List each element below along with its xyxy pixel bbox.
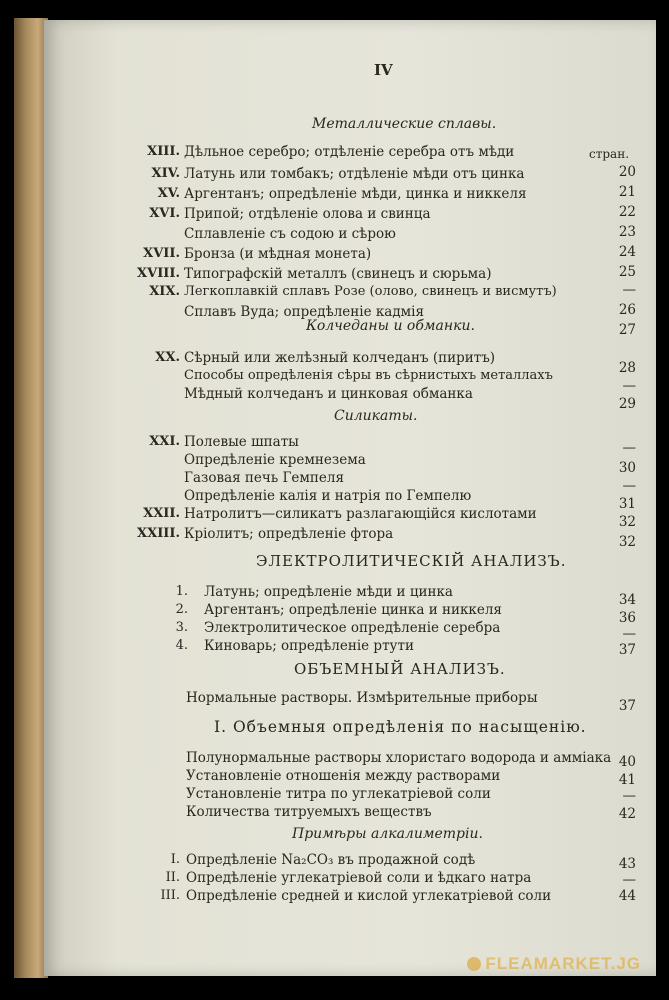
section-title: Металлические сплавы. [312,116,497,132]
book-page: IV стран. Металлические сплавы. Колчеданы и обманки. Силикаты. ЭЛЕКТРОЛИТИЧЕСКІЙ АНАЛИЗЪ. ОБЪЕМНЫЙ АНАЛИЗЪ. I. Объемныя опредѣленія по насыщенію. Примѣры алкалиметріи. XIII. Дѣльное серебро; отдѣленіе серебра отъ мѣди 20 XIV. Латунь или томбакъ; отдѣленіе мѣди отъ цинка 21 XV. Аргентанъ; опредѣленіе мѣди, цинка и никкеля 22 XVI. Припой; отдѣленіе олова и свинца 23 Сплавленіе съ содою и сѣрою 24 XVII. Бронза (и мѣдная монета) 25 XVIII. Типографскій металлъ (свинецъ и сюрьма) — XIX. Легкоплавкій сплавъ Розе (олово, свинецъ и висмутъ) 26 Сплавъ Вуда; опредѣленіе кадмія 27 XX. Сѣрный или желѣзный колчеданъ (пиритъ) Способы опредѣленія сѣры въ сѣрнистыхъ металлахъ 28 Мѣдный колчеданъ и цинковая обманка — 29 XXI. Полевые шпаты — Опредѣленіе кремнезема 30 Газовая печь Гемпеля — Опредѣленіе калія и натрія по Гемпелю 31 XXII. Натролитъ—силикатъ разлагающійся кислотами 32 XXIII. Кріолитъ; опредѣленіе фтора 32 1. Латунь; опредѣленіе мѣди и цинка 34 2. Аргентанъ; опредѣленіе цинка и никкеля 36 3. Электролитическое опредѣленіе серебра — 4. Киноварь; опредѣленіе ртути 37 Нормальные растворы. Измѣрительные приборы 37 Полунормальные растворы хлористаго водорода и амміака 40 Установленіе отношенія между растворами 41 Установленіе титра по углекатріевой соли — Количества титруемыхъ веществъ 42 I. Опредѣленіе Na₂CO₃ въ продажной содѣ 43 II. Опредѣленіе углекатріевой соли и ѣдкаго натра — III. Опредѣленіе средней и кислой углекатріевой соли 44 [44,20,656,976]
section-title: Силикаты. [334,408,418,424]
column-header: стран. [589,147,630,161]
watermark: FLEAMARKET.JG [467,954,641,974]
section-title: ОБЪЕМНЫЙ АНАЛИЗЪ. [294,660,506,678]
book-spine-edge [14,18,48,978]
section-title: Колчеданы и обманки. [306,318,475,334]
watermark-logo-icon [467,957,481,971]
section-title: I. Объемныя опредѣленія по насыщенію. [214,718,587,736]
section-title: ЭЛЕКТРОЛИТИЧЕСКІЙ АНАЛИЗЪ. [256,552,567,570]
section-title: Примѣры алкалиметріи. [292,826,483,842]
page-number: IV [374,61,393,79]
